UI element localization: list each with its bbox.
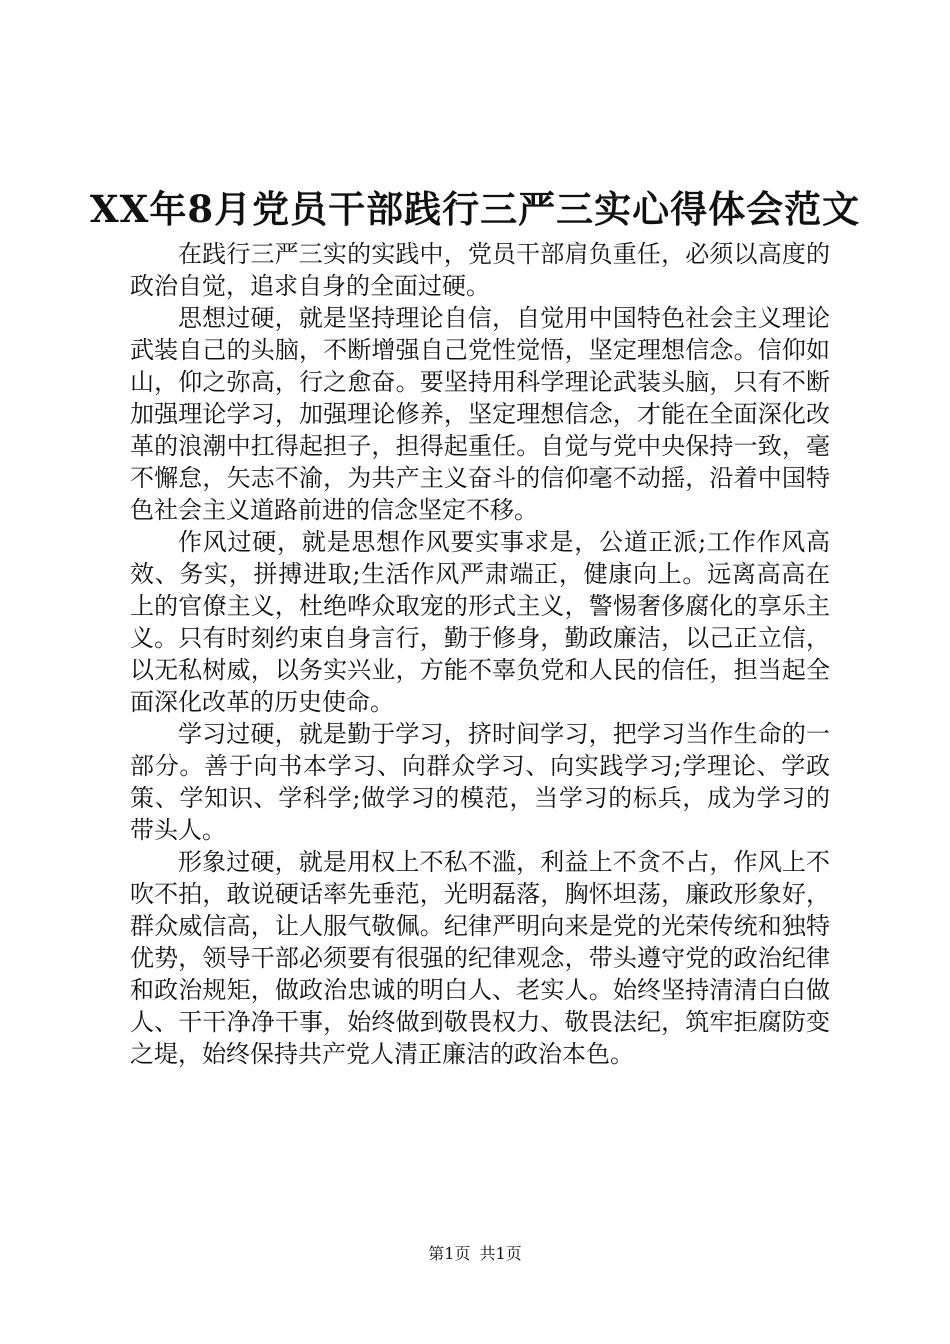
document-title: XX年8月党员干部践行三严三实心得体会范文 (89, 187, 861, 231)
page-total: 共1页 (479, 1244, 522, 1263)
page-footer (0, 1244, 950, 1264)
paragraph-study: 学习过硬，就是勤于学习，挤时间学习，把学习当作生命的一部分。善于向书本学习、向群众学习、向实践学习;学理论、学政策、学知识、学科学;做学习的模范，当学习的标兵，成为学习的带头人。 (130, 720, 830, 844)
paragraph-image: 形象过硬，就是用权上不私不滥，利益上不贪不占，作风上不吹不拍，敢说硬话率先垂范，光明磊落，胸怀坦荡，廉政形象好，群众威信高，让人服气敬佩。纪律严明向来是党的光荣传统和独特优势，领导干部必须要有很强的纪律观念，带头遵守党的政治纪律和政治规矩，做政治忠诚的明白人、老实人。始终坚持清清白白做人、干干净净干事，始终做到敬畏权力、敬畏法纪，筑牢拒腐防变之堤，始终保持共产党人清正廉洁的政治本色。 (130, 848, 830, 1068)
paragraph-intro: 在践行三严三实的实践中，党员干部肩负重任，必须以高度的政治自觉，追求自身的全面过硬。 (130, 240, 830, 300)
paragraph-thought: 思想过硬，就是坚持理论自信，自觉用中国特色社会主义理论武装自己的头脑，不断增强自己党性觉悟，坚定理想信念。信仰如山，仰之弥高，行之愈奋。要坚持用科学理论武装头脑，只有不断加强理论学习，加强理论修养，坚定理想信念，才能在全面深化改革的浪潮中扛得起担子，担得起重任。自觉与党中央保持一致，毫不懈怠，矢志不渝，为共产主义奋斗的信仰毫不动摇，沿着中国特色社会主义道路前进的信念坚定不移。 (130, 304, 830, 524)
document-body (130, 238, 830, 1070)
page-number: 第1页 (428, 1244, 471, 1263)
paragraph-style: 作风过硬，就是思想作风要实事求是，公道正派;工作作风高效、务实，拼搏进取;生活作风严肃端正，健康向上。远离高高在上的官僚主义，杜绝哗众取宠的形式主义，警惕奢侈腐化的享乐主义。只有时刻约束自身言行，勤于修身，勤政廉洁，以己正立信，以无私树威，以务实兴业，方能不辜负党和人民的信任，担当起全面深化改革的历史使命。 (130, 528, 830, 716)
